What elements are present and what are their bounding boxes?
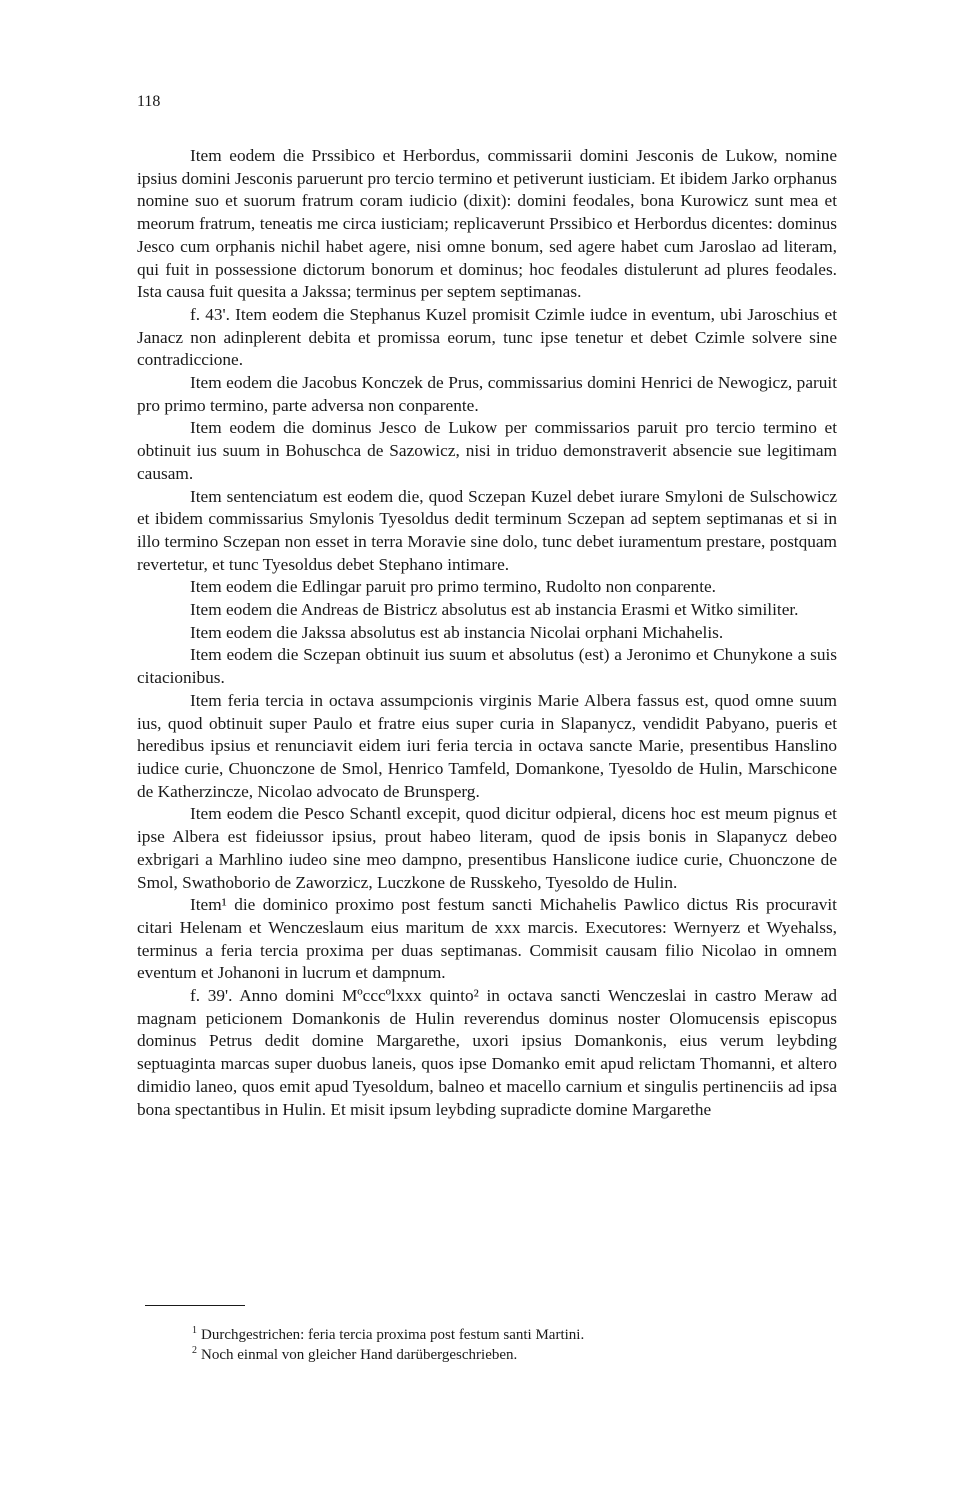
footnote-text: Durchgestrichen: feria tercia proxima post festum santi Martini. (201, 1327, 585, 1343)
footnote-text: Noch einmal von gleicher Hand darübergeschrieben. (201, 1347, 518, 1363)
paragraph: Item¹ die dominico proximo post festum sancti Michahelis Pawlico dictus Ris procuravit citari Helenam et Wenczeslaum eius maritum de xxx marcis. Executores: Wernyerz et Wyehalss, terminus a feria tercia proxima per duas septimanas. Commisit causam filio Nicolao in omnem eventum et Johanoni in lucrum et dampnum. (137, 895, 837, 983)
page-number: 118 (137, 93, 161, 110)
body-text (137, 145, 837, 1121)
paragraph: Item eodem die Jacobus Konczek de Prus, commissarius domini Henrici de Newogicz, paruit pro primo termino, parte adversa non conparente. (137, 373, 837, 415)
paragraph: f. 43'. Item eodem die Stephanus Kuzel promisit Czimle iudce in eventum, ubi Jaroschius et Janacz non adinplerent debita et promissa eorum, tunc ipse tenetur et debet Czimle solvere sine contradiccione. (137, 304, 837, 370)
paragraph: Item eodem die Edlingar paruit pro primo termino, Rudolto non conparente. (190, 577, 716, 597)
paragraph: Item eodem die Prssibico et Herbordus, commissarii domini Jesconis de Lukow, nomine ipsius domini Jesconis paruerunt pro tercio termino et petiverunt iusticiam. Et ibidem Jarko orphanus nomine suo et suorum fratrum coram iudicio (dixit): domini feodales, bona Kurowicz sunt mea et meorum fratrum, teneatis me circa iusticiam; replicaverunt Prssibico et Herbordus dicentes: dominus Jesco cum orphanis nichil habet agere, nisi omne bonum, sed agere habet cum Jaroslao ad literam, qui fuit in possessione dictorum bonorum et dominus; hoc feodales distulerunt ad plures feodales. Ista causa fuit quesita a Jakssa; terminus per septem septimanas. (137, 146, 837, 302)
footnote-divider (145, 1305, 245, 1306)
footnote-mark: 2 (192, 1345, 197, 1356)
paragraph: Item eodem die Pesco Schantl excepit, quod dicitur odpieral, dicens hoc est meum pignus et ipse Albera est fideiussor ipsius, prout habeo literam, quod de ipsis bonis in Slapanycz debeo exbrigari a Marhlino iudeo sine meo dampno, presentibus Hanslicone iudice curie, Chuonczone de Smol, Swathoborio de Zaworzicz, Luczkone de Russkeho, Tyesoldo de Hulin. (137, 804, 837, 892)
paragraph: Item eodem die dominus Jesco de Lukow per commissarios paruit pro tercio termino et obtinuit ius suum in Bohuschca de Sazowicz, nisi in triduo demonstraverit absencie sue legitimam causam. (137, 418, 837, 483)
paragraph: f. 39'. Anno domini Mºcccºlxxx quinto² in octava sancti Wenczeslai in castro Meraw ad magnam peticionem Domankonis de Hulin reverendus dominus noster Olomucensis episcopus dominus Petrus dedit domine Margarethe, uxori ipsius Domankonis, eius verum leybding septuaginta marcas super duobus laneis, quos ipse Domanko emit apud relictam Thomanni, et altero dimidio laneo, quos emit apud Tyesoldum, balneo et macello carnium et singulis pertinenciis ad ipsa bona spectantibus in Hulin. Et misit ipsum leybding supradicte domine Margarethe (137, 986, 837, 1119)
paragraph: Item sentenciatum est eodem die, quod Sczepan Kuzel debet iurare Smyloni de Sulschowicz et ibidem commissarius Smylonis Tyesoldus dedit terminum Sczepan ad septem septimanas et si in illo termino Sczepan non esset in terra Moravie sine dolo, tunc debet iuramentum prestare, postquam revertetur, et tunc Tyesoldus debet Stephano intimare. (137, 486, 837, 574)
paragraph: Item eodem die Andreas de Bistricz absolutus est ab instancia Erasmi et Witko similiter. (190, 600, 799, 620)
footnote-mark: 1 (192, 1325, 197, 1336)
paragraph: Item eodem die Sczepan obtinuit ius suum et absolutus (est) a Jeronimo et Chunykone a suis citacionibus. (137, 645, 837, 688)
footnotes (137, 1325, 837, 1365)
footnote (137, 1325, 837, 1345)
paragraph: Item eodem die Jakssa absolutus est ab instancia Nicolai orphani Michahelis. (190, 622, 724, 642)
footnote (137, 1345, 837, 1365)
paragraph: Item feria tercia in octava assumpcionis virginis Marie Albera fassus est, quod omne suum ius, quod obtinuit super Paulo et fratre eius super curia in Slapanycz, vendidit Pabyano, pueris et heredibus ipsius et renunciavit eidem iuri feria tercia in octava sancte Marie, presentibus Hanslino iudice curie, Chuonczone de Smol, Henrico Tamfeld, Domankone, Tyesoldo de Hulin, Marschicone de Katherzincze, Nicolao advocato de Brunsperg. (137, 690, 837, 801)
